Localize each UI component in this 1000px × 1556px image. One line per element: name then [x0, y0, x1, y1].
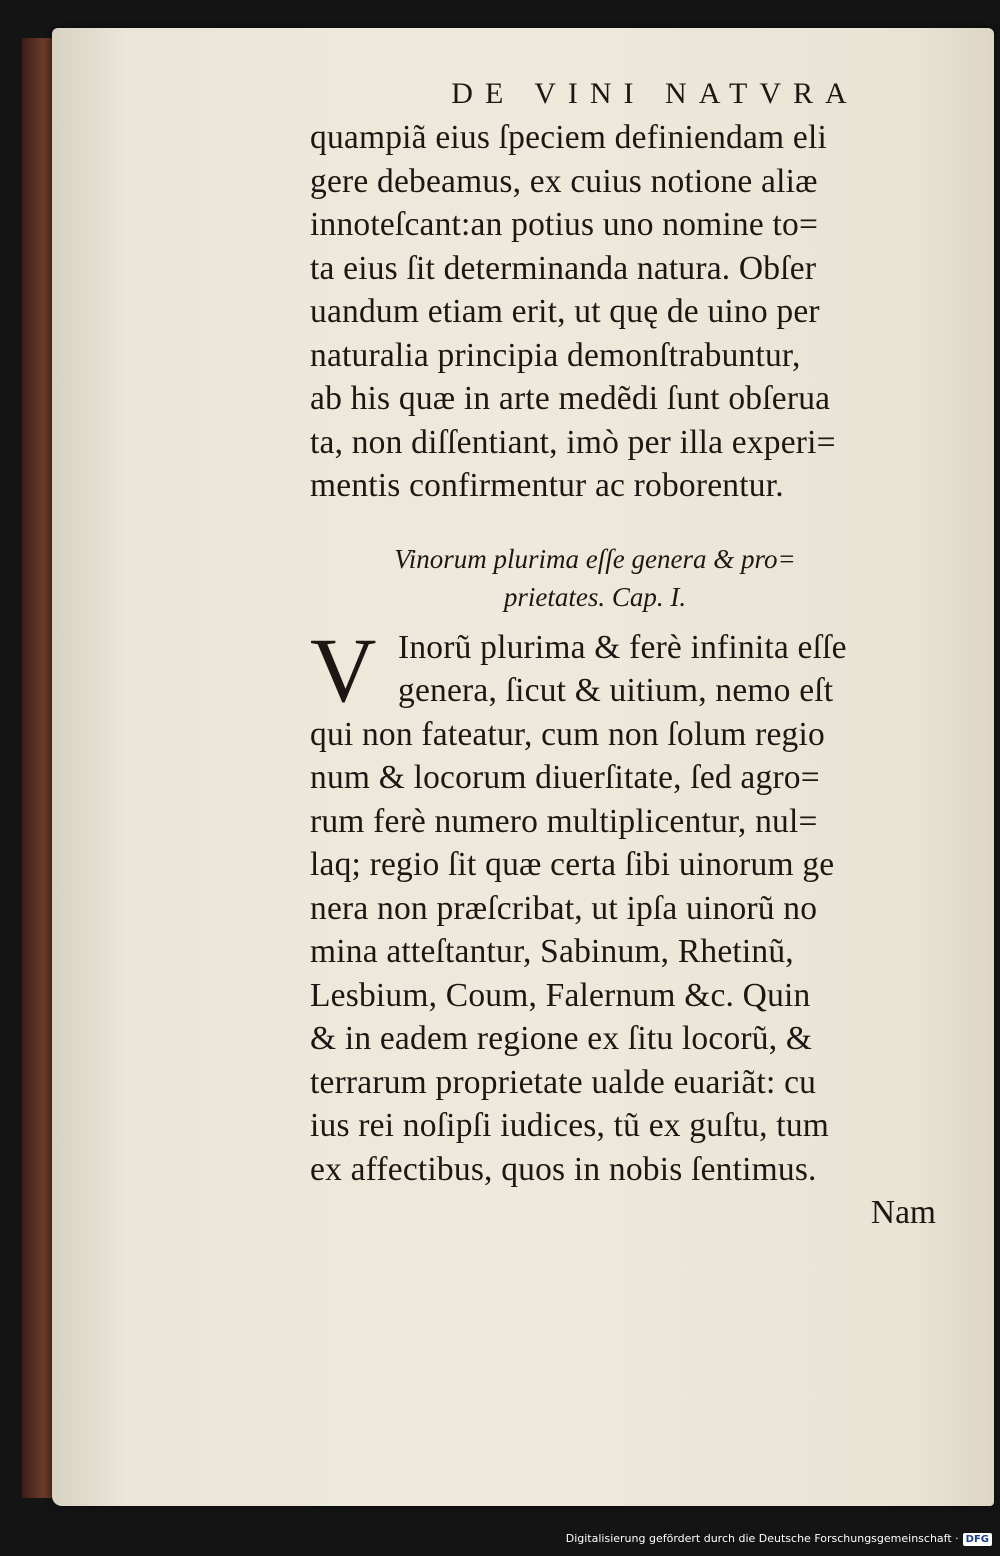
text-block [310, 74, 940, 1235]
text-line: ta eius ſit determinanda natura. Obſer [310, 249, 817, 287]
dfg-logo: DFG [963, 1533, 992, 1546]
text-line: ius rei noſipſi iudices, tũ ex guſtu, tum [310, 1107, 830, 1144]
text-line: Inorũ plurima & ferè infinita eſſe [398, 628, 847, 666]
text-line: terrarum proprietate ualde euariãt: cu [310, 1063, 817, 1101]
text-line: ex affectibus, quos in nobis ſentimus. [310, 1150, 817, 1188]
text-line: mentis confirmentur ac roborentur. [310, 467, 784, 504]
text-line: & in eadem regione ex ſitu locorũ, & [310, 1020, 813, 1057]
catchword: Nam [870, 1194, 936, 1231]
paragraph-2 [310, 618, 940, 1192]
chapter-heading-line-2: prietates. Cap. I. [503, 581, 687, 612]
text-line: naturalia principia demonſtrabuntur, [310, 336, 801, 374]
running-head: DE VINI NATVRA [451, 77, 859, 110]
text-line: genera, ſicut & uitium, nemo eſt [398, 672, 834, 709]
drop-cap-initial: V [310, 618, 377, 721]
text-line: nera non præſcribat, ut ipſa uinorũ no [310, 889, 818, 927]
digitization-footer [566, 1532, 992, 1546]
text-line: gere debeamus, ex cuius notione aliæ [310, 162, 818, 200]
text-line: Lesbium, Coum, Falernum &c. Quin [310, 976, 811, 1014]
text-line: quampiã eius ſpeciem definiendam eli [310, 119, 827, 156]
text-line: uandum etiam erit, ut quę de uino per [310, 293, 820, 330]
text-line: innoteſcant:an potius uno nomine to= [310, 206, 819, 243]
text-line: mina atteſtantur, Sabinum, Rhetinũ, [310, 933, 794, 970]
paragraph-1 [310, 116, 940, 508]
text-line: qui non fateatur, cum non ſolum regio [310, 715, 825, 753]
book-page [52, 28, 994, 1506]
text-line: laq; regio ſit quæ certa ſibi uinorum ge [310, 846, 835, 883]
text-line: ab his quæ in arte medẽdi ſunt obſerua [310, 380, 831, 417]
text-line: ta, non diſſentiant, imò per illa experi= [310, 423, 836, 461]
text-line: num & locorum diuerſitate, ſed agro= [310, 759, 820, 796]
footer-text: Digitalisierung gefördert durch die Deutsche Forschungsgemeinschaft · [565, 1532, 959, 1545]
chapter-heading-line-1: Vinorum plurima eſſe genera & pro= [394, 543, 796, 574]
text-line: rum ferè numero multiplicentur, nul= [310, 802, 818, 840]
